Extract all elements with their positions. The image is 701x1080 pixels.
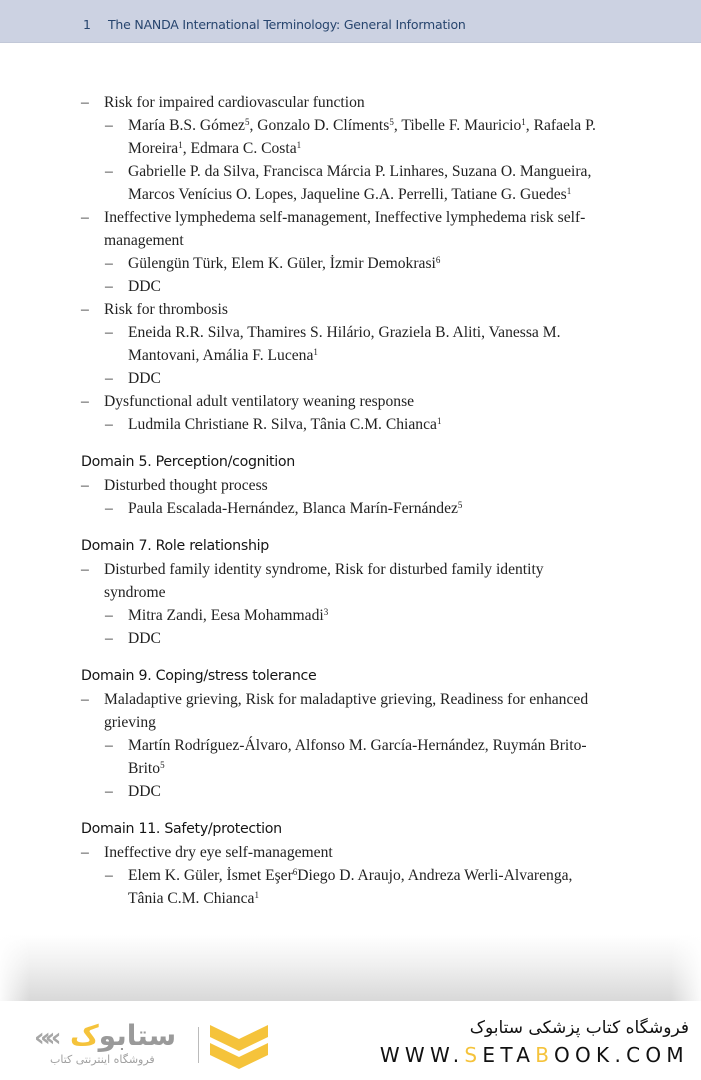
- affiliation-sup: 5: [244, 117, 250, 127]
- url-part: WWW.: [379, 1043, 465, 1067]
- dash-bullet: –: [105, 278, 113, 295]
- author-text: , Rafaela P. Moreira: [128, 117, 596, 157]
- setabook-logo: [30, 1019, 270, 1069]
- chevron-badge-icon: [208, 1021, 270, 1069]
- double-chevron-icon: ««: [34, 1023, 56, 1053]
- diagnosis-label: Maladaptive grieving, Risk for maladaptive grieving, Readiness for enhanced grieving: [104, 691, 589, 731]
- diagnosis-item: [0, 91, 701, 114]
- author-text: Mitra Zandi, Eesa Mohammadi: [128, 607, 324, 624]
- affiliation-sup: 1: [566, 186, 572, 196]
- dash-bullet: –: [105, 737, 113, 754]
- dash-bullet: –: [105, 370, 113, 387]
- author-text: , Edmara C. Costa: [182, 140, 297, 157]
- logo-word-yellow: ک: [70, 1019, 99, 1052]
- author-text: , Tibelle F. Mauricio: [393, 117, 522, 134]
- author-item: [0, 160, 701, 206]
- author-text: Gabrielle P. da Silva, Francisca Márcia P. Linhares, Suzana O. Mangueira, Marcos Venícius O. Lopes, Jaqueline G.A. Perrelli, Tatiane G. Guedes: [128, 163, 592, 203]
- logo-subtitle: فروشگاه اینترنتی کتاب: [50, 1053, 155, 1066]
- url-part-highlight: S: [464, 1043, 483, 1067]
- author-text: DDC: [128, 783, 161, 800]
- diagnosis-item: [0, 390, 701, 413]
- dash-bullet: –: [81, 691, 89, 708]
- affiliation-sup: 1: [313, 347, 318, 357]
- domain-heading: Domain 7. Role relationship: [81, 538, 269, 554]
- affiliation-sup: 1: [178, 140, 183, 150]
- author-text: DDC: [128, 278, 161, 295]
- dash-bullet: –: [105, 630, 113, 647]
- dash-bullet: –: [105, 867, 113, 884]
- author-text: Eneida R.R. Silva, Thamires S. Hilário, Graziela B. Aliti, Vanessa M. Mantovani, Amália F. Lucena: [128, 324, 561, 364]
- dash-bullet: –: [81, 844, 89, 861]
- author-item: [0, 780, 701, 803]
- author-text: Martín Rodríguez-Álvaro, Alfonso M. García-Hernández, Ruymán Brito-Brito: [128, 737, 587, 777]
- dash-bullet: –: [105, 117, 113, 134]
- diagnosis-label: Risk for thrombosis: [104, 301, 228, 318]
- author-item: [0, 413, 701, 436]
- dash-bullet: –: [105, 163, 113, 180]
- diagnosis-item: [0, 558, 701, 604]
- url-part: OOK.COM: [553, 1043, 689, 1067]
- affiliation-sup: 1: [254, 890, 259, 900]
- watermark-footer: [0, 1001, 701, 1080]
- running-header: [0, 0, 701, 43]
- author-text: , Gonzalo D. Clíments: [249, 117, 390, 134]
- shop-name: فروشگاه کتاب پزشکی ستابوک: [469, 1018, 689, 1038]
- diagnosis-label: Ineffective lymphedema self-management, Ineffective lymphedema risk self-management: [104, 209, 586, 249]
- diagnosis-item: [0, 841, 701, 864]
- logo-word-gray: ستابو: [98, 1019, 177, 1052]
- author-item: [0, 864, 701, 910]
- author-text: DDC: [128, 630, 161, 647]
- domain-heading: Domain 5. Perception/cognition: [81, 454, 295, 470]
- author-text: Paula Escalada-Hernández, Blanca Marín-Fernández: [128, 500, 458, 517]
- author-item: [0, 734, 701, 780]
- diagnosis-label: Ineffective dry eye self-management: [104, 844, 333, 861]
- affiliation-sup: 1: [521, 117, 526, 127]
- page-edge-shadow: [0, 935, 701, 1001]
- affiliation-sup: 5: [389, 117, 394, 127]
- author-item: [0, 497, 701, 520]
- dash-bullet: –: [81, 393, 89, 410]
- diagnosis-item: [0, 474, 701, 497]
- domain-heading: Domain 11. Safety/protection: [81, 821, 282, 837]
- dash-bullet: –: [105, 416, 113, 433]
- author-item: [0, 627, 701, 650]
- dash-bullet: –: [81, 209, 89, 226]
- dash-bullet: –: [105, 607, 113, 624]
- author-item: [0, 367, 701, 390]
- author-text: Gülengün Türk, Elem K. Güler, İzmir Demokrasi: [128, 255, 436, 272]
- author-text: DDC: [128, 370, 161, 387]
- author-text: María B.S. Gómez: [128, 117, 245, 134]
- diagnosis-label: Disturbed thought process: [104, 477, 268, 494]
- page-body: [0, 91, 701, 910]
- author-item: [0, 114, 701, 160]
- author-item: [0, 275, 701, 298]
- author-text: Ludmila Christiane R. Silva, Tânia C.M. Chianca: [128, 416, 437, 433]
- diagnosis-item: [0, 298, 701, 321]
- diagnosis-label: Risk for impaired cardiovascular function: [104, 94, 365, 111]
- dash-bullet: –: [81, 301, 89, 318]
- dash-bullet: –: [105, 324, 113, 341]
- author-item: [0, 604, 701, 627]
- diagnosis-item: [0, 206, 701, 252]
- dash-bullet: –: [105, 255, 113, 272]
- diagnosis-item: [0, 688, 701, 734]
- dash-bullet: –: [81, 94, 89, 111]
- dash-bullet: –: [105, 500, 113, 517]
- domain-heading: Domain 9. Coping/stress tolerance: [81, 668, 317, 684]
- affiliation-sup: 1: [436, 416, 442, 426]
- chapter-title: The NANDA International Terminology: General Information: [108, 17, 466, 32]
- affiliation-sup: 6: [435, 255, 441, 265]
- author-item: [0, 321, 701, 367]
- shop-url: [380, 1041, 689, 1069]
- url-part: ETA: [482, 1043, 536, 1067]
- affiliation-sup: 6: [292, 867, 298, 877]
- affiliation-sup: 3: [323, 607, 329, 617]
- diagnosis-label: Dysfunctional adult ventilatory weaning response: [104, 393, 415, 410]
- author-text: Diego D. Araujo, Andreza Werli-Alvarenga, Tânia C.M. Chianca: [128, 867, 573, 907]
- logo-wordmark: [70, 1019, 176, 1052]
- url-part-highlight: B: [535, 1043, 554, 1067]
- dash-bullet: –: [81, 561, 89, 578]
- logo-divider: [198, 1027, 199, 1063]
- affiliation-sup: 5: [160, 760, 165, 770]
- author-text: Elem K. Güler, İsmet Eşer: [128, 867, 293, 884]
- chapter-number: 1: [83, 17, 91, 32]
- diagnosis-label: Disturbed family identity syndrome, Risk for disturbed family identity syndrome: [104, 561, 544, 601]
- dash-bullet: –: [81, 477, 89, 494]
- affiliation-sup: 5: [457, 500, 463, 510]
- affiliation-sup: 1: [296, 140, 302, 150]
- dash-bullet: –: [105, 783, 113, 800]
- author-item: [0, 252, 701, 275]
- shop-info: [380, 1015, 689, 1069]
